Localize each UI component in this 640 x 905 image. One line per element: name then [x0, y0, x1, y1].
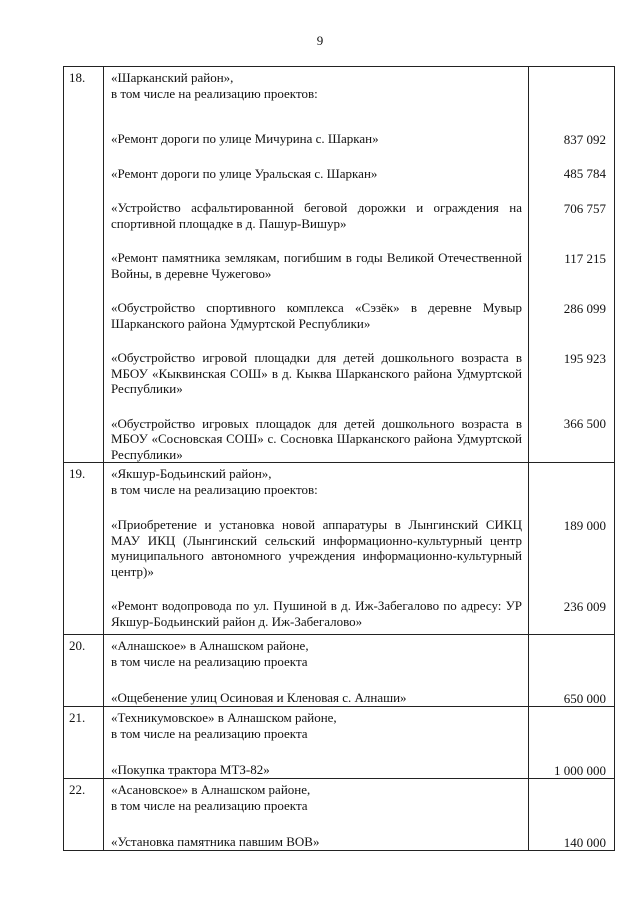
page-number: 9	[316, 33, 324, 48]
row-description	[104, 779, 529, 851]
project-amount: 366 500	[563, 416, 606, 431]
project-amount: 117 215	[564, 250, 606, 266]
row-number: 18.	[64, 67, 104, 463]
district-heading: «Алнашское» в Алнашском районе,	[111, 638, 309, 653]
projects-table-body	[64, 67, 615, 851]
project-item: «Обустройство спортивного комплекса «Сэзёк» в деревне Мувыр Шарканского района Удмуртской Республики»	[111, 300, 522, 331]
row-number: 21.	[64, 707, 104, 779]
row-amounts	[529, 67, 615, 463]
project-item: «Ощебенение улиц Осиновая и Кленовая с. Алнаши»	[111, 690, 407, 705]
project-item: «Устройство асфальтированной беговой дорожки и ограждения на спортивной площадке в д. Пашур-Вишур»	[111, 200, 522, 231]
table-row	[64, 67, 615, 463]
project-item: «Приобретение и установка новой аппаратуры в Лынгинский СИКЦ МАУ ИКЦ (Лынгинский сельский информационно-культурный центр муниципального автономного учреждения информационно-культурный центр)»	[111, 517, 522, 579]
row-number: 22.	[64, 779, 104, 851]
project-amount: 485 784	[563, 166, 606, 181]
projects-table	[63, 66, 615, 851]
district-subheading: в том числе на реализацию проектов:	[111, 85, 318, 101]
district-heading: «Асановское» в Алнашском районе,	[111, 782, 311, 797]
row-amounts	[529, 779, 615, 851]
row-amounts	[529, 463, 615, 635]
row-amounts	[529, 707, 615, 779]
project-amount: 1 000 000	[554, 762, 606, 778]
district-subheading: в том числе на реализацию проекта	[111, 725, 308, 741]
project-item: «Обустройство игровой площадки для детей дошкольного возраста в МБОУ «Кыквинская СОШ» в д. Кыква Шарканского района Удмуртской Республики»	[111, 350, 522, 396]
project-amount: 189 000	[563, 517, 606, 533]
table-row	[64, 635, 615, 707]
row-number: 20.	[64, 635, 104, 707]
project-item: «Ремонт дороги по улице Мичурина с. Шаркан»	[111, 131, 379, 146]
row-description	[104, 463, 529, 635]
project-amount: 286 099	[563, 300, 606, 316]
project-amount: 140 000	[563, 834, 606, 850]
district-heading: «Якшур-Бодьинский район»,	[111, 466, 272, 481]
row-number: 19.	[64, 463, 104, 635]
district-subheading: в том числе на реализацию проекта	[111, 653, 308, 669]
district-heading: «Техникумовское» в Алнашском районе,	[111, 710, 337, 725]
project-item: «Ремонт памятника землякам, погибшим в годы Великой Отечественной Войны, в деревне Чужегово»	[111, 250, 522, 281]
project-item: «Обустройство игровых площадок для детей дошкольного возраста в МБОУ «Сосновская СОШ» с. Сосновка Шарканского района Удмуртской Республики»	[111, 415, 522, 462]
row-amounts	[529, 635, 615, 707]
district-heading: «Шарканский район»,	[111, 70, 234, 85]
row-description	[104, 707, 529, 779]
project-item: «Ремонт водопровода по ул. Пушиной в д. Иж-Забегалово по адресу: УР Якшур-Бодьинский район д. Иж-Забегалово»	[111, 598, 522, 629]
project-amount: 837 092	[563, 131, 606, 147]
table-row	[64, 779, 615, 851]
project-amount: 236 009	[563, 598, 606, 614]
project-amount: 650 000	[563, 690, 606, 706]
row-description	[104, 67, 529, 463]
row-description	[104, 635, 529, 707]
project-item: «Ремонт дороги по улице Уральская с. Шаркан»	[111, 165, 378, 181]
table-row	[64, 463, 615, 635]
project-amount: 706 757	[563, 200, 606, 216]
district-subheading: в том числе на реализацию проекта	[111, 797, 308, 813]
project-item: «Покупка трактора МТЗ-82»	[111, 762, 270, 777]
project-item: «Установка памятника павшим ВОВ»	[111, 834, 320, 849]
district-subheading: в том числе на реализацию проектов:	[111, 481, 318, 497]
table-row	[64, 707, 615, 779]
project-amount: 195 923	[563, 350, 606, 366]
